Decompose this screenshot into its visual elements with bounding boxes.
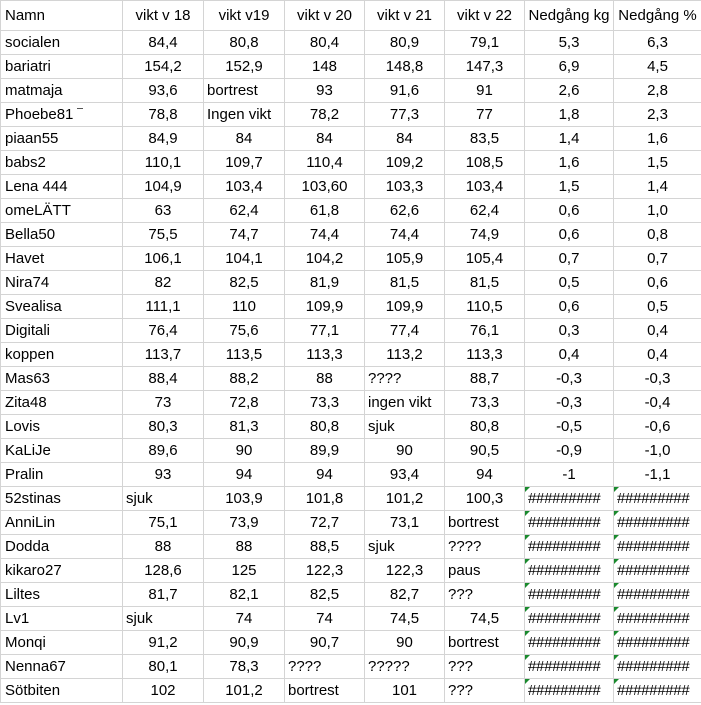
- table-row: [1, 511, 701, 535]
- value-cell[interactable]: 76,4: [123, 319, 204, 343]
- text-cell[interactable]: ?????: [365, 655, 445, 679]
- name-text: Sötbiten: [5, 682, 61, 699]
- table-row: [1, 463, 701, 487]
- value-cell[interactable]: 1,8: [525, 103, 614, 127]
- value-cell[interactable]: 84,4: [123, 31, 204, 55]
- table-row: [1, 391, 701, 415]
- value-cell[interactable]: 0,6: [614, 271, 701, 295]
- table-row: [1, 151, 701, 175]
- text-cell[interactable]: bortrest: [285, 679, 365, 703]
- value-cell[interactable]: 1,6: [525, 151, 614, 175]
- value-cell[interactable]: 4,5: [614, 55, 701, 79]
- value-cell[interactable]: 84: [204, 127, 285, 151]
- name-text: kikaro27: [5, 562, 62, 579]
- value-cell[interactable]: 5,3: [525, 31, 614, 55]
- name-cell[interactable]: [1, 367, 123, 391]
- table-row: [1, 535, 701, 559]
- error-cell[interactable]: #########: [614, 583, 701, 607]
- name-cell[interactable]: [1, 247, 123, 271]
- value-cell[interactable]: 91,2: [123, 631, 204, 655]
- value-cell[interactable]: 101: [365, 679, 445, 703]
- value-cell[interactable]: 88,2: [204, 367, 285, 391]
- value-cell[interactable]: 77,3: [365, 103, 445, 127]
- name-cell[interactable]: [1, 391, 123, 415]
- value-cell[interactable]: 91: [445, 79, 525, 103]
- value-cell[interactable]: 1,4: [614, 175, 701, 199]
- value-cell[interactable]: 90: [365, 439, 445, 463]
- error-cell[interactable]: #########: [525, 583, 614, 607]
- value-cell[interactable]: 80,1: [123, 655, 204, 679]
- value-cell[interactable]: 103,60: [285, 175, 365, 199]
- value-cell[interactable]: 113,3: [445, 343, 525, 367]
- value-cell[interactable]: 82,5: [285, 583, 365, 607]
- text-cell[interactable]: sjuk: [123, 607, 204, 631]
- value-cell[interactable]: 2,6: [525, 79, 614, 103]
- error-cell[interactable]: #########: [525, 607, 614, 631]
- value-cell[interactable]: 62,4: [204, 199, 285, 223]
- value-cell[interactable]: 73: [123, 391, 204, 415]
- name-cell[interactable]: [1, 55, 123, 79]
- column-header[interactable]: vikt v 21: [365, 1, 445, 31]
- value-cell[interactable]: 73,3: [445, 391, 525, 415]
- value-cell[interactable]: 91,6: [365, 79, 445, 103]
- name-cell[interactable]: [1, 559, 123, 583]
- name-text: Bella50: [5, 226, 56, 243]
- name-cell[interactable]: [1, 175, 123, 199]
- column-header[interactable]: vikt v19: [204, 1, 285, 31]
- value-cell[interactable]: 113,2: [365, 343, 445, 367]
- table-row: [1, 319, 701, 343]
- value-cell[interactable]: 104,2: [285, 247, 365, 271]
- column-header[interactable]: vikt v 18: [123, 1, 204, 31]
- value-cell[interactable]: 84: [285, 127, 365, 151]
- value-cell[interactable]: 0,3: [525, 319, 614, 343]
- error-cell[interactable]: #########: [614, 679, 701, 703]
- value-cell[interactable]: -1,0: [614, 439, 701, 463]
- text-cell[interactable]: ???: [445, 655, 525, 679]
- value-cell[interactable]: 77,1: [285, 319, 365, 343]
- table-row: [1, 631, 701, 655]
- value-cell[interactable]: 1,6: [614, 127, 701, 151]
- value-cell[interactable]: 80,4: [285, 31, 365, 55]
- value-cell[interactable]: 1,5: [525, 175, 614, 199]
- name-cell[interactable]: [1, 79, 123, 103]
- value-cell[interactable]: 79,1: [445, 31, 525, 55]
- name-cell[interactable]: [1, 199, 123, 223]
- value-cell[interactable]: 80,9: [365, 31, 445, 55]
- value-cell[interactable]: -0,9: [525, 439, 614, 463]
- value-cell[interactable]: 105,4: [445, 247, 525, 271]
- value-cell[interactable]: 83,5: [445, 127, 525, 151]
- name-cell[interactable]: [1, 151, 123, 175]
- value-cell[interactable]: 110,1: [123, 151, 204, 175]
- value-cell[interactable]: 88,7: [445, 367, 525, 391]
- name-text: Monqi: [5, 634, 46, 651]
- error-cell[interactable]: #########: [614, 511, 701, 535]
- name-text: Nenna67: [5, 658, 66, 675]
- text-cell[interactable]: ingen vikt: [365, 391, 445, 415]
- value-cell[interactable]: 154,2: [123, 55, 204, 79]
- text-cell[interactable]: bortrest: [445, 511, 525, 535]
- text-cell[interactable]: ????: [365, 367, 445, 391]
- table-row: [1, 79, 701, 103]
- value-cell[interactable]: 103,4: [204, 175, 285, 199]
- table-row: [1, 583, 701, 607]
- column-header[interactable]: vikt v 22: [445, 1, 525, 31]
- value-cell[interactable]: 109,7: [204, 151, 285, 175]
- value-cell[interactable]: 62,6: [365, 199, 445, 223]
- value-cell[interactable]: 84,9: [123, 127, 204, 151]
- text-cell[interactable]: sjuk: [365, 415, 445, 439]
- value-cell[interactable]: 93: [123, 463, 204, 487]
- value-cell[interactable]: 122,3: [285, 559, 365, 583]
- value-cell[interactable]: 73,1: [365, 511, 445, 535]
- name-text: Phoebe81: [5, 106, 74, 123]
- column-header[interactable]: Namn: [1, 1, 123, 31]
- error-cell[interactable]: #########: [525, 655, 614, 679]
- value-cell[interactable]: -0,4: [614, 391, 701, 415]
- value-cell[interactable]: 0,5: [614, 295, 701, 319]
- value-cell[interactable]: -0,3: [614, 367, 701, 391]
- value-cell[interactable]: 81,7: [123, 583, 204, 607]
- value-cell[interactable]: 6,3: [614, 31, 701, 55]
- value-cell[interactable]: 73,9: [204, 511, 285, 535]
- error-cell[interactable]: #########: [525, 511, 614, 535]
- name-text: koppen: [5, 346, 55, 363]
- value-cell[interactable]: 73,3: [285, 391, 365, 415]
- table-row: [1, 175, 701, 199]
- value-cell[interactable]: 89,9: [285, 439, 365, 463]
- value-cell[interactable]: 0,4: [614, 319, 701, 343]
- name-cell[interactable]: [1, 319, 123, 343]
- value-cell[interactable]: 113,5: [204, 343, 285, 367]
- error-cell[interactable]: #########: [525, 679, 614, 703]
- value-cell[interactable]: 109,2: [365, 151, 445, 175]
- column-header[interactable]: Nedgång %: [614, 1, 701, 31]
- value-cell[interactable]: 103,3: [365, 175, 445, 199]
- table-row: [1, 415, 701, 439]
- name-cell[interactable]: [1, 31, 123, 55]
- error-cell[interactable]: #########: [614, 607, 701, 631]
- table-row: [1, 127, 701, 151]
- error-cell[interactable]: #########: [525, 559, 614, 583]
- table-row: [1, 679, 701, 703]
- value-cell[interactable]: 93,4: [365, 463, 445, 487]
- value-cell[interactable]: 109,9: [365, 295, 445, 319]
- value-cell[interactable]: 90,5: [445, 439, 525, 463]
- value-cell[interactable]: 0,4: [614, 343, 701, 367]
- value-cell[interactable]: -1,1: [614, 463, 701, 487]
- value-cell[interactable]: 80,3: [123, 415, 204, 439]
- value-cell[interactable]: 113,3: [285, 343, 365, 367]
- value-cell[interactable]: 88: [285, 367, 365, 391]
- value-cell[interactable]: 0,5: [525, 271, 614, 295]
- text-cell[interactable]: bortrest: [445, 631, 525, 655]
- value-cell[interactable]: 81,3: [204, 415, 285, 439]
- error-cell[interactable]: #########: [525, 487, 614, 511]
- value-cell[interactable]: 104,1: [204, 247, 285, 271]
- value-cell[interactable]: 109,9: [285, 295, 365, 319]
- value-cell[interactable]: 106,1: [123, 247, 204, 271]
- value-cell[interactable]: 76,1: [445, 319, 525, 343]
- name-text: KaLiJe: [5, 442, 51, 459]
- name-cell[interactable]: [1, 535, 123, 559]
- text-cell[interactable]: bortrest: [204, 79, 285, 103]
- column-header[interactable]: Nedgång kg: [525, 1, 614, 31]
- name-cell[interactable]: [1, 295, 123, 319]
- value-cell[interactable]: 94: [445, 463, 525, 487]
- value-cell[interactable]: 93: [285, 79, 365, 103]
- value-cell[interactable]: 80,8: [445, 415, 525, 439]
- value-cell[interactable]: 74,4: [285, 223, 365, 247]
- value-cell[interactable]: 74,5: [445, 607, 525, 631]
- error-cell[interactable]: #########: [614, 631, 701, 655]
- table-row: [1, 295, 701, 319]
- value-cell[interactable]: 90,9: [204, 631, 285, 655]
- error-cell[interactable]: #########: [614, 535, 701, 559]
- value-cell[interactable]: 77,4: [365, 319, 445, 343]
- table-row: [1, 343, 701, 367]
- name-cell[interactable]: [1, 271, 123, 295]
- value-cell[interactable]: 110: [204, 295, 285, 319]
- name-text: Lv1: [5, 610, 30, 627]
- value-cell[interactable]: -0,5: [525, 415, 614, 439]
- value-cell[interactable]: 93,6: [123, 79, 204, 103]
- error-cell[interactable]: #########: [614, 487, 701, 511]
- value-cell[interactable]: 122,3: [365, 559, 445, 583]
- name-text: 52stinas: [5, 490, 61, 507]
- value-cell[interactable]: -1: [525, 463, 614, 487]
- value-cell[interactable]: 0,8: [614, 223, 701, 247]
- value-cell[interactable]: 75,5: [123, 223, 204, 247]
- value-cell[interactable]: 111,1: [123, 295, 204, 319]
- value-cell[interactable]: 6,9: [525, 55, 614, 79]
- name-cell[interactable]: [1, 655, 123, 679]
- column-header[interactable]: vikt v 20: [285, 1, 365, 31]
- dash-mark: [77, 108, 83, 109]
- value-cell[interactable]: 147,3: [445, 55, 525, 79]
- value-cell[interactable]: 74,5: [365, 607, 445, 631]
- name-text: Pralin: [5, 466, 44, 483]
- table-row: [1, 247, 701, 271]
- table-row: [1, 559, 701, 583]
- value-cell[interactable]: 72,7: [285, 511, 365, 535]
- value-cell[interactable]: 2,8: [614, 79, 701, 103]
- value-cell[interactable]: 63: [123, 199, 204, 223]
- value-cell[interactable]: 88,4: [123, 367, 204, 391]
- value-cell[interactable]: 110,4: [285, 151, 365, 175]
- value-cell[interactable]: 81,5: [365, 271, 445, 295]
- text-cell[interactable]: sjuk: [123, 487, 204, 511]
- table-row: [1, 367, 701, 391]
- name-cell[interactable]: [1, 679, 123, 703]
- value-cell[interactable]: -0,3: [525, 391, 614, 415]
- value-cell[interactable]: 88,5: [285, 535, 365, 559]
- text-cell[interactable]: ????: [285, 655, 365, 679]
- value-cell[interactable]: 78,3: [204, 655, 285, 679]
- name-text: Nira74: [5, 274, 50, 291]
- value-cell[interactable]: 78,2: [285, 103, 365, 127]
- value-cell[interactable]: 2,3: [614, 103, 701, 127]
- name-text: socialen: [5, 34, 61, 51]
- value-cell[interactable]: 103,4: [445, 175, 525, 199]
- value-cell[interactable]: -0,3: [525, 367, 614, 391]
- value-cell[interactable]: 100,3: [445, 487, 525, 511]
- value-cell[interactable]: 101,2: [204, 679, 285, 703]
- value-cell[interactable]: 110,5: [445, 295, 525, 319]
- name-text: piaan55: [5, 130, 59, 147]
- name-cell[interactable]: [1, 223, 123, 247]
- table-row: [1, 223, 701, 247]
- name-cell[interactable]: [1, 631, 123, 655]
- table-row: [1, 271, 701, 295]
- name-cell[interactable]: [1, 343, 123, 367]
- value-cell[interactable]: 82: [123, 271, 204, 295]
- name-cell[interactable]: [1, 463, 123, 487]
- error-cell[interactable]: #########: [525, 535, 614, 559]
- name-cell[interactable]: [1, 439, 123, 463]
- value-cell[interactable]: 1,4: [525, 127, 614, 151]
- value-cell[interactable]: 81,9: [285, 271, 365, 295]
- value-cell[interactable]: 74,4: [365, 223, 445, 247]
- name-cell[interactable]: [1, 607, 123, 631]
- name-cell[interactable]: [1, 511, 123, 535]
- value-cell[interactable]: 77: [445, 103, 525, 127]
- value-cell[interactable]: 128,6: [123, 559, 204, 583]
- text-cell[interactable]: ????: [445, 535, 525, 559]
- value-cell[interactable]: 72,8: [204, 391, 285, 415]
- value-cell[interactable]: 74: [204, 607, 285, 631]
- error-cell[interactable]: #########: [525, 631, 614, 655]
- value-cell[interactable]: 148: [285, 55, 365, 79]
- name-text: Dodda: [5, 538, 50, 555]
- value-cell[interactable]: 89,6: [123, 439, 204, 463]
- value-cell[interactable]: 0,4: [525, 343, 614, 367]
- name-text: matmaja: [5, 82, 63, 99]
- value-cell[interactable]: 102: [123, 679, 204, 703]
- name-cell[interactable]: [1, 583, 123, 607]
- value-cell[interactable]: 1,5: [614, 151, 701, 175]
- name-cell[interactable]: [1, 127, 123, 151]
- name-text: bariatri: [5, 58, 51, 75]
- value-cell[interactable]: 74: [285, 607, 365, 631]
- error-cell[interactable]: #########: [614, 655, 701, 679]
- value-cell[interactable]: 101,2: [365, 487, 445, 511]
- value-cell[interactable]: 104,9: [123, 175, 204, 199]
- value-cell[interactable]: 113,7: [123, 343, 204, 367]
- value-cell[interactable]: 81,5: [445, 271, 525, 295]
- value-cell[interactable]: 82,1: [204, 583, 285, 607]
- value-cell[interactable]: 82,5: [204, 271, 285, 295]
- table-row: [1, 31, 701, 55]
- value-cell[interactable]: 125: [204, 559, 285, 583]
- value-cell[interactable]: 88: [123, 535, 204, 559]
- value-cell[interactable]: 80,8: [204, 31, 285, 55]
- text-cell[interactable]: ???: [445, 679, 525, 703]
- table-row: [1, 439, 701, 463]
- value-cell[interactable]: 80,8: [285, 415, 365, 439]
- value-cell[interactable]: 1,0: [614, 199, 701, 223]
- name-text: Lena 444: [5, 178, 68, 195]
- table-row: [1, 103, 701, 127]
- value-cell[interactable]: 152,9: [204, 55, 285, 79]
- table-row: [1, 655, 701, 679]
- value-cell[interactable]: 62,4: [445, 199, 525, 223]
- value-cell[interactable]: 90: [204, 439, 285, 463]
- table-row: [1, 487, 701, 511]
- value-cell[interactable]: 90,7: [285, 631, 365, 655]
- value-cell[interactable]: 0,7: [614, 247, 701, 271]
- value-cell[interactable]: 0,6: [525, 199, 614, 223]
- text-cell[interactable]: Ingen vikt: [204, 103, 285, 127]
- name-text: Liltes: [5, 586, 41, 603]
- value-cell[interactable]: -0,6: [614, 415, 701, 439]
- value-cell[interactable]: 75,1: [123, 511, 204, 535]
- error-cell[interactable]: #########: [614, 559, 701, 583]
- name-text: omeLÄTT: [5, 202, 71, 219]
- value-cell[interactable]: 61,8: [285, 199, 365, 223]
- name-text: Digitali: [5, 322, 51, 339]
- text-cell[interactable]: sjuk: [365, 535, 445, 559]
- name-text: Zita48: [5, 394, 47, 411]
- name-cell[interactable]: [1, 487, 123, 511]
- value-cell[interactable]: 94: [204, 463, 285, 487]
- value-cell[interactable]: 82,7: [365, 583, 445, 607]
- value-cell[interactable]: 0,7: [525, 247, 614, 271]
- value-cell[interactable]: 84: [365, 127, 445, 151]
- header-row: [1, 1, 701, 31]
- table-row: [1, 199, 701, 223]
- name-text: AnniLin: [5, 514, 56, 531]
- table-row: [1, 55, 701, 79]
- value-cell[interactable]: 94: [285, 463, 365, 487]
- value-cell[interactable]: 74,7: [204, 223, 285, 247]
- value-cell[interactable]: 101,8: [285, 487, 365, 511]
- value-cell[interactable]: 75,6: [204, 319, 285, 343]
- name-text: Havet: [5, 250, 45, 267]
- value-cell[interactable]: 0,6: [525, 295, 614, 319]
- text-cell[interactable]: ???: [445, 583, 525, 607]
- text-cell[interactable]: paus: [445, 559, 525, 583]
- name-text: Mas63: [5, 370, 51, 387]
- value-cell[interactable]: 148,8: [365, 55, 445, 79]
- name-cell[interactable]: [1, 103, 123, 127]
- name-text: Lovis: [5, 418, 41, 435]
- value-cell[interactable]: 74,9: [445, 223, 525, 247]
- value-cell[interactable]: 78,8: [123, 103, 204, 127]
- value-cell[interactable]: 108,5: [445, 151, 525, 175]
- name-text: Svealisa: [5, 298, 62, 315]
- value-cell[interactable]: 90: [365, 631, 445, 655]
- value-cell[interactable]: 88: [204, 535, 285, 559]
- value-cell[interactable]: 0,6: [525, 223, 614, 247]
- name-cell[interactable]: [1, 415, 123, 439]
- value-cell[interactable]: 103,9: [204, 487, 285, 511]
- sheet-body: [1, 31, 701, 703]
- value-cell[interactable]: 105,9: [365, 247, 445, 271]
- table-row: [1, 607, 701, 631]
- name-text: babs2: [5, 154, 46, 171]
